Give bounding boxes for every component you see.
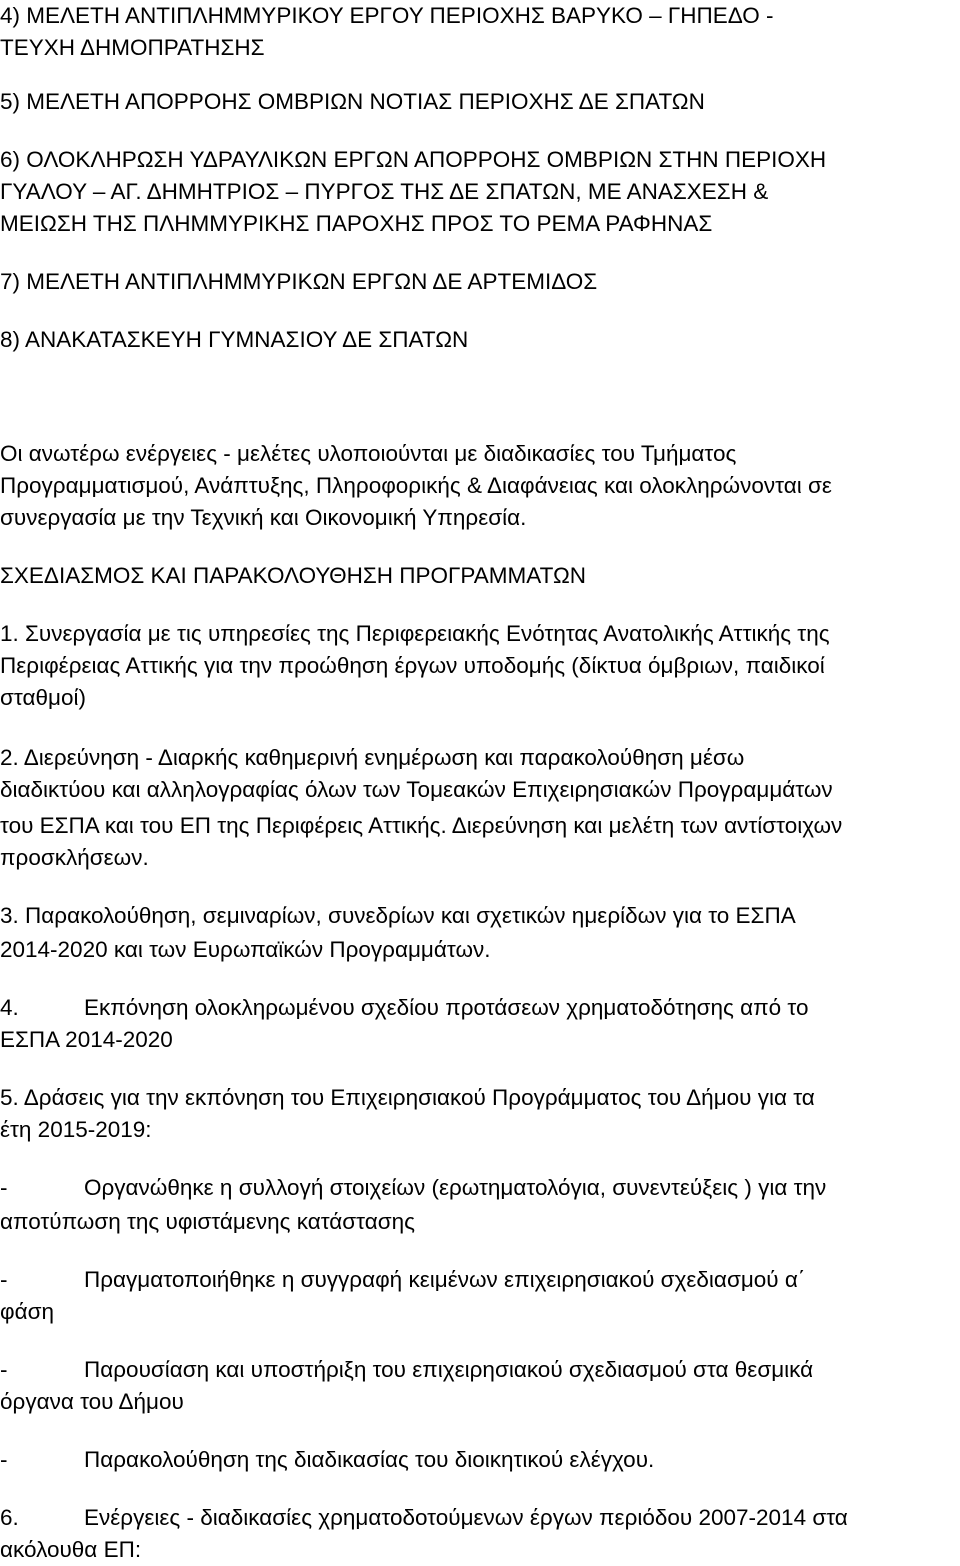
dash-item-3-marker: -: [0, 1357, 8, 1382]
dash-item-4-line-1: Παρακολούθηση της διαδικασίας του διοικητικού ελέγχου.: [84, 1447, 655, 1472]
project-4-line-2: ΤΕΥΧΗ ΔΗΜΟΠΡΑΤΗΣΗΣ: [0, 35, 265, 60]
project-6-line-3: ΜΕΙΩΣΗ ΤΗΣ ΠΛΗΜΜΥΡΙΚΗΣ ΠΑΡΟΧΗΣ ΠΡΟΣ ΤΟ ΡΕΜΑ ΡΑΦΗΝΑΣ: [0, 211, 713, 236]
item-5-line-2: έτη 2015-2019:: [0, 1117, 152, 1142]
item-3-line-1: 3. Παρακολούθηση, σεμιναρίων, συνεδρίων και σχετικών ημερίδων για το ΕΣΠΑ: [0, 903, 796, 928]
dash-item-4-marker: -: [0, 1447, 8, 1472]
item-2-line-2: διαδικτύου και αλληλογραφίας όλων των Τομεακών Επιχειρησιακών Προγραμμάτων: [0, 777, 833, 802]
project-4-line-1: 4) ΜΕΛΕΤΗ ΑΝΤΙΠΛΗΜΜΥΡΙΚΟΥ ΕΡΓΟΥ ΠΕΡΙΟΧΗΣ ΒΑΡΥΚΟ – ΓΗΠΕΔΟ -: [0, 3, 774, 28]
section-heading: ΣΧΕΔΙΑΣΜΟΣ ΚΑΙ ΠΑΡΑΚΟΛΟΥΘΗΣΗ ΠΡΟΓΡΑΜΜΑΤΩΝ: [0, 563, 587, 588]
item-2-line-3: του ΕΣΠΑ και του ΕΠ της Περιφέρεις Αττικής. Διερεύνηση και μελέτη των αντίστοιχων: [0, 813, 843, 838]
dash-item-1-line-2: αποτύπωση της υφιστάμενης κατάστασης: [0, 1209, 415, 1234]
intro-line-3: συνεργασία με την Τεχνική και Οικονομική Υπηρεσία.: [0, 505, 527, 530]
project-6-line-1: 6) ΟΛΟΚΛΗΡΩΣΗ ΥΔΡΑΥΛΙΚΩΝ ΕΡΓΩΝ ΑΠΟΡΡΟΗΣ ΟΜΒΡΙΩΝ ΣΤΗΝ ΠΕΡΙΟΧΗ: [0, 147, 827, 172]
dash-item-3-line-1: Παρουσίαση και υποστήριξη του επιχειρησιακού σχεδιασμού στα θεσμικά: [84, 1357, 814, 1382]
intro-line-1: Οι ανωτέρω ενέργειες - μελέτες υλοποιούνται με διαδικασίες του Τμήματος: [0, 441, 737, 466]
dash-item-2-line-2: φάση: [0, 1299, 54, 1324]
item-1-line-1: 1. Συνεργασία με τις υπηρεσίες της Περιφερειακής Ενότητας Ανατολικής Αττικής της: [0, 621, 830, 646]
intro-line-2: Προγραμματισμού, Ανάπτυξης, Πληροφορικής & Διαφάνειας και ολοκληρώνονται σε: [0, 473, 832, 498]
project-7: 7) ΜΕΛΕΤΗ ΑΝΤΙΠΛΗΜΜΥΡΙΚΩΝ ΕΡΓΩΝ ΔΕ ΑΡΤΕΜΙΔΟΣ: [0, 269, 598, 294]
dash-item-2-marker: -: [0, 1267, 8, 1292]
item-1-line-2: Περιφέρειας Αττικής για την προώθηση έργων υποδομής (δίκτυα όμβριων, παιδικοί: [0, 653, 825, 678]
item-4-marker: 4.: [0, 995, 19, 1020]
project-8: 8) ΑΝΑΚΑΤΑΣΚΕΥΗ ΓΥΜΝΑΣΙΟΥ ΔΕ ΣΠΑΤΩΝ: [0, 327, 469, 352]
item-2-line-1: 2. Διερεύνηση - Διαρκής καθημερινή ενημέρωση και παρακολούθηση μέσω: [0, 745, 745, 770]
dash-item-1-marker: -: [0, 1175, 8, 1200]
item-4-line-2: ΕΣΠΑ 2014-2020: [0, 1027, 173, 1052]
project-5: 5) ΜΕΛΕΤΗ ΑΠΟΡΡΟΗΣ ΟΜΒΡΙΩΝ ΝΟΤΙΑΣ ΠΕΡΙΟΧΗΣ ΔΕ ΣΠΑΤΩΝ: [0, 89, 705, 114]
project-6-line-2: ΓΥΑΛΟΥ – ΑΓ. ΔΗΜΗΤΡΙΟΣ – ΠΥΡΓΟΣ ΤΗΣ ΔΕ ΣΠΑΤΩΝ, ΜΕ ΑΝΑΣΧΕΣΗ &: [0, 179, 769, 204]
item-6-line-1: Ενέργειες - διαδικασίες χρηματοδοτούμενων έργων περιόδου 2007-2014 στα: [84, 1505, 848, 1530]
item-4-line-1: Εκπόνηση ολοκληρωμένου σχεδίου προτάσεων χρηματοδότησης από το: [84, 995, 809, 1020]
item-1-line-3: σταθμοί): [0, 685, 86, 710]
dash-item-3-line-2: όργανα του Δήμου: [0, 1389, 184, 1414]
item-2-line-4: προσκλήσεων.: [0, 845, 149, 870]
dash-item-2-line-1: Πραγματοποιήθηκε η συγγραφή κειμένων επιχειρησιακού σχεδιασμού α΄: [84, 1267, 806, 1292]
item-6-line-2: ακόλουθα ΕΠ:: [0, 1537, 142, 1562]
item-6-marker: 6.: [0, 1505, 19, 1530]
item-3-line-2: 2014-2020 και των Ευρωπαϊκών Προγραμμάτων.: [0, 937, 491, 962]
dash-item-1-line-1: Οργανώθηκε η συλλογή στοιχείων (ερωτηματολόγια, συνεντεύξεις ) για την: [84, 1175, 827, 1200]
item-5-line-1: 5. Δράσεις για την εκπόνηση του Επιχειρησιακού Προγράμματος του Δήμου για τα: [0, 1085, 815, 1110]
